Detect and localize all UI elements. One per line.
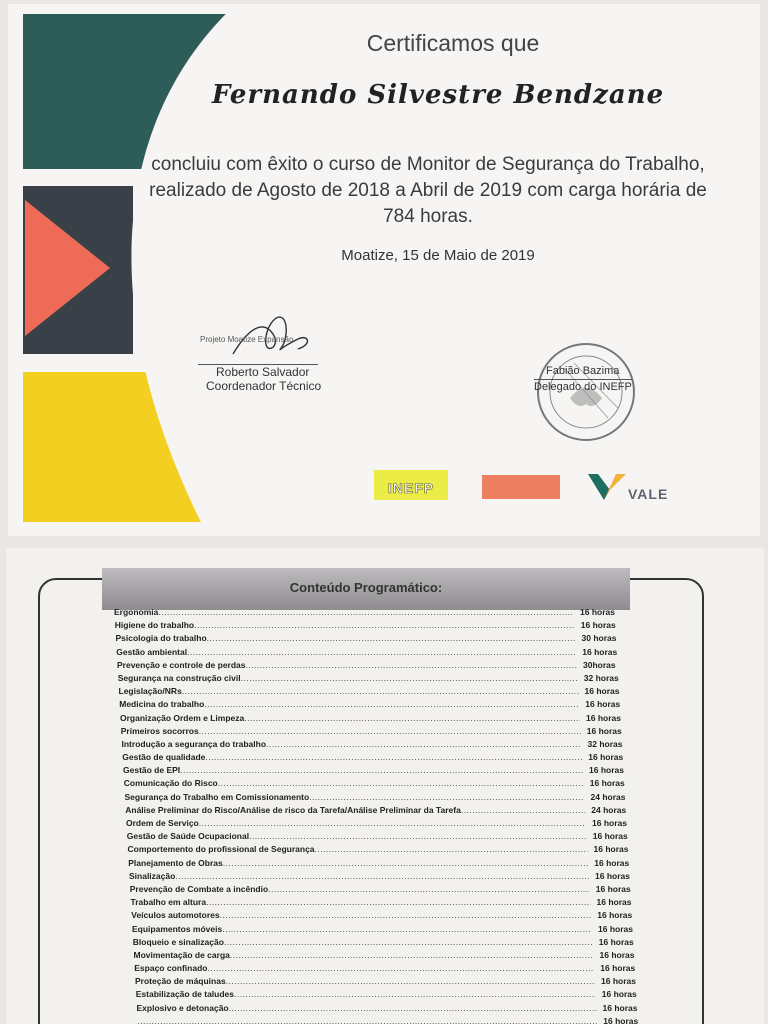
topic-hours: 16 horas bbox=[596, 897, 632, 908]
certificate-body: concluiu com êxito o curso de Monitor de Segurança do Trabalho, realizado de Agosto de 2018 a Abril de 2019 com carga horária de 784 horas. bbox=[149, 154, 707, 227]
topic-label: Trabalho em altura ..... bbox=[131, 896, 591, 909]
syllabus-row bbox=[135, 975, 675, 988]
topic-hours: 16 horas bbox=[584, 686, 620, 697]
topic-hours: 16 horas bbox=[602, 1002, 638, 1013]
topic-hours: 16 horas bbox=[598, 936, 634, 947]
vale-logo bbox=[586, 466, 676, 506]
topic-label: Psicologia do trabalho ..... bbox=[116, 632, 576, 645]
syllabus-row bbox=[131, 896, 671, 909]
topic-hours: 16 horas bbox=[580, 620, 616, 631]
topic-label: Comportemento do profissional de Segurança ..... bbox=[128, 843, 588, 856]
topic-hours: 16 horas bbox=[593, 844, 629, 855]
topic-label: Higiene do trabalho ..... bbox=[115, 619, 575, 632]
topic-label: Medicina do trabalho ..... bbox=[119, 698, 579, 711]
syllabus-row bbox=[131, 909, 671, 922]
topic-hours: 16 horas bbox=[589, 778, 625, 789]
syllabus-title: Conteúdo Programático: bbox=[289, 580, 443, 595]
syllabus-row bbox=[128, 857, 668, 870]
syllabus-row bbox=[114, 606, 654, 619]
topic-hours: 16 horas bbox=[601, 989, 637, 1000]
topic-hours: 16 horas bbox=[601, 976, 636, 987]
topic-label: Gestão ambiental ..... bbox=[116, 646, 576, 659]
topic-hours: 16 horas bbox=[599, 949, 635, 960]
topic-label: Explosivo e detonação ..... bbox=[137, 1002, 597, 1015]
syllabus-page bbox=[6, 548, 764, 1024]
topic-hours: 16 horas bbox=[603, 1015, 639, 1024]
syllabus-row bbox=[124, 777, 664, 790]
syllabus-row bbox=[119, 698, 659, 711]
topic-hours: 30horas bbox=[583, 659, 616, 670]
syllabus-row bbox=[115, 619, 655, 632]
topic-label: Ordem de Serviço ..... bbox=[126, 817, 586, 830]
topic-hours: 16 horas bbox=[586, 712, 621, 723]
syllabus-row bbox=[134, 949, 674, 962]
syllabus-row bbox=[137, 1015, 677, 1024]
signatory-right-name: Fabião Bazima bbox=[546, 365, 620, 377]
syllabus-banner bbox=[102, 568, 630, 610]
syllabus-row bbox=[123, 764, 663, 777]
project-label: Projeto Moatize Expansão bbox=[200, 335, 294, 344]
syllabus-row bbox=[127, 830, 667, 843]
syllabus-row bbox=[125, 804, 665, 817]
topic-label: Gestão de qualidade ..... bbox=[122, 751, 582, 764]
syllabus-row bbox=[119, 685, 659, 698]
syllabus-row bbox=[132, 923, 672, 936]
topic-label: Introdução a segurança do trabalho ..... bbox=[122, 738, 582, 751]
topic-hours: 16 horas bbox=[580, 607, 615, 617]
topic-hours: 32 horas bbox=[587, 738, 623, 749]
topic-label: Equipamentos móveis ..... bbox=[132, 923, 592, 936]
topic-hours: 32 horas bbox=[583, 672, 619, 683]
certificate-heading: Certificamos que bbox=[366, 30, 540, 56]
topic-label: Organização Ordem e Limpeza ..... bbox=[120, 712, 580, 725]
topic-hours: 16 horas bbox=[592, 831, 628, 842]
syllabus-row bbox=[116, 632, 656, 645]
topic-hours: 16 horas bbox=[597, 910, 633, 921]
syllabus-row bbox=[122, 738, 662, 751]
topic-label: Proteção de máquinas ..... bbox=[135, 975, 595, 988]
topic-hours: 16 horas bbox=[598, 923, 633, 934]
topic-label: Prevenção e controle de perdas ..... bbox=[117, 659, 577, 672]
syllabus-row bbox=[134, 962, 674, 975]
topic-hours: 16 horas bbox=[582, 646, 618, 657]
topic-label: Análise Preliminar do Risco/Análise de risco da Tarefa/Análise Preliminar da Tarefa ..... bbox=[125, 804, 585, 817]
topic-hours: 16 horas bbox=[585, 699, 621, 710]
topic-label: Gestão de EPI ..... bbox=[123, 764, 583, 777]
signature-block-coordinator bbox=[188, 309, 358, 399]
topic-label: Movimentação de carga ..... bbox=[134, 949, 594, 962]
place-date: Moatize, 15 de Maio de 2019 bbox=[341, 247, 535, 264]
topic-label: Primeiros socorros ..... bbox=[121, 725, 581, 738]
topic-hours: 16 horas bbox=[588, 752, 624, 763]
vale-logo-text: VALE bbox=[628, 486, 669, 502]
topic-hours: 16 horas bbox=[600, 963, 636, 974]
certificate-page bbox=[8, 4, 760, 536]
topic-label bbox=[137, 1015, 597, 1024]
topic-label: Comunicação do Risco ..... bbox=[124, 777, 584, 790]
topic-label: Gestão de Saúde Ocupacional ..... bbox=[127, 830, 587, 843]
syllabus-row bbox=[118, 672, 658, 685]
signatory-left-name: Roberto Salvador bbox=[216, 365, 310, 379]
syllabus-row bbox=[120, 712, 660, 725]
signatory-left-role: Coordenador Técnico bbox=[206, 379, 322, 393]
syllabus-row bbox=[116, 646, 656, 659]
syllabus-row bbox=[130, 883, 670, 896]
vale-logo-icon bbox=[586, 468, 630, 504]
topic-label: Segurança do Trabalho em Comissionamento ..... bbox=[125, 791, 585, 804]
syllabus-row bbox=[117, 659, 657, 672]
syllabus-row bbox=[128, 843, 668, 856]
topic-hours: 24 horas bbox=[591, 804, 627, 815]
syllabus-row bbox=[126, 817, 666, 830]
topic-label: Legislação/NRs ..... bbox=[119, 685, 579, 698]
topic-label: Veículos automotores ..... bbox=[131, 909, 591, 922]
topic-hours: 30 horas bbox=[581, 633, 617, 644]
syllabus-row bbox=[129, 870, 669, 883]
syllabus-row bbox=[137, 1002, 677, 1015]
topic-label: Bloqueio e sinalização ..... bbox=[133, 936, 593, 949]
topic-hours: 16 horas bbox=[595, 883, 631, 894]
signature-block-delegate bbox=[520, 334, 670, 454]
topic-label: Espaço confinado ..... bbox=[134, 962, 594, 975]
topic-label: Planejamento de Obras ..... bbox=[128, 857, 588, 870]
topic-hours: 16 horas bbox=[594, 857, 630, 868]
signatory-right-role: Delegado do INEFP bbox=[534, 381, 632, 393]
syllabus-row bbox=[122, 751, 662, 764]
topic-hours: 16 horas bbox=[589, 765, 624, 776]
inefp-logo-text: INEFP bbox=[387, 480, 435, 496]
topic-hours: 16 horas bbox=[595, 870, 630, 881]
syllabus-row bbox=[133, 936, 673, 949]
recipient-name: Fernando Silvestre Bendzane bbox=[211, 80, 665, 110]
partner-logo bbox=[482, 475, 560, 499]
topic-label: Estabilização de taludes ..... bbox=[136, 988, 596, 1001]
topic-label: Sinalização ..... bbox=[129, 870, 589, 883]
topic-label: Prevenção de Combate a incêndio ..... bbox=[130, 883, 590, 896]
topic-hours: 24 horas bbox=[590, 791, 626, 802]
syllabus-row bbox=[125, 791, 665, 804]
syllabus-list bbox=[114, 606, 654, 1024]
topic-label: Segurança na construção civil ..... bbox=[118, 672, 578, 685]
topic-hours: 16 horas bbox=[586, 725, 622, 736]
inefp-logo bbox=[374, 470, 448, 500]
syllabus-row bbox=[121, 725, 661, 738]
official-seal-icon bbox=[534, 338, 644, 448]
syllabus-row bbox=[136, 988, 676, 1001]
topic-hours: 16 horas bbox=[592, 818, 627, 828]
topic-label: Ergonomia ..... bbox=[114, 606, 574, 619]
